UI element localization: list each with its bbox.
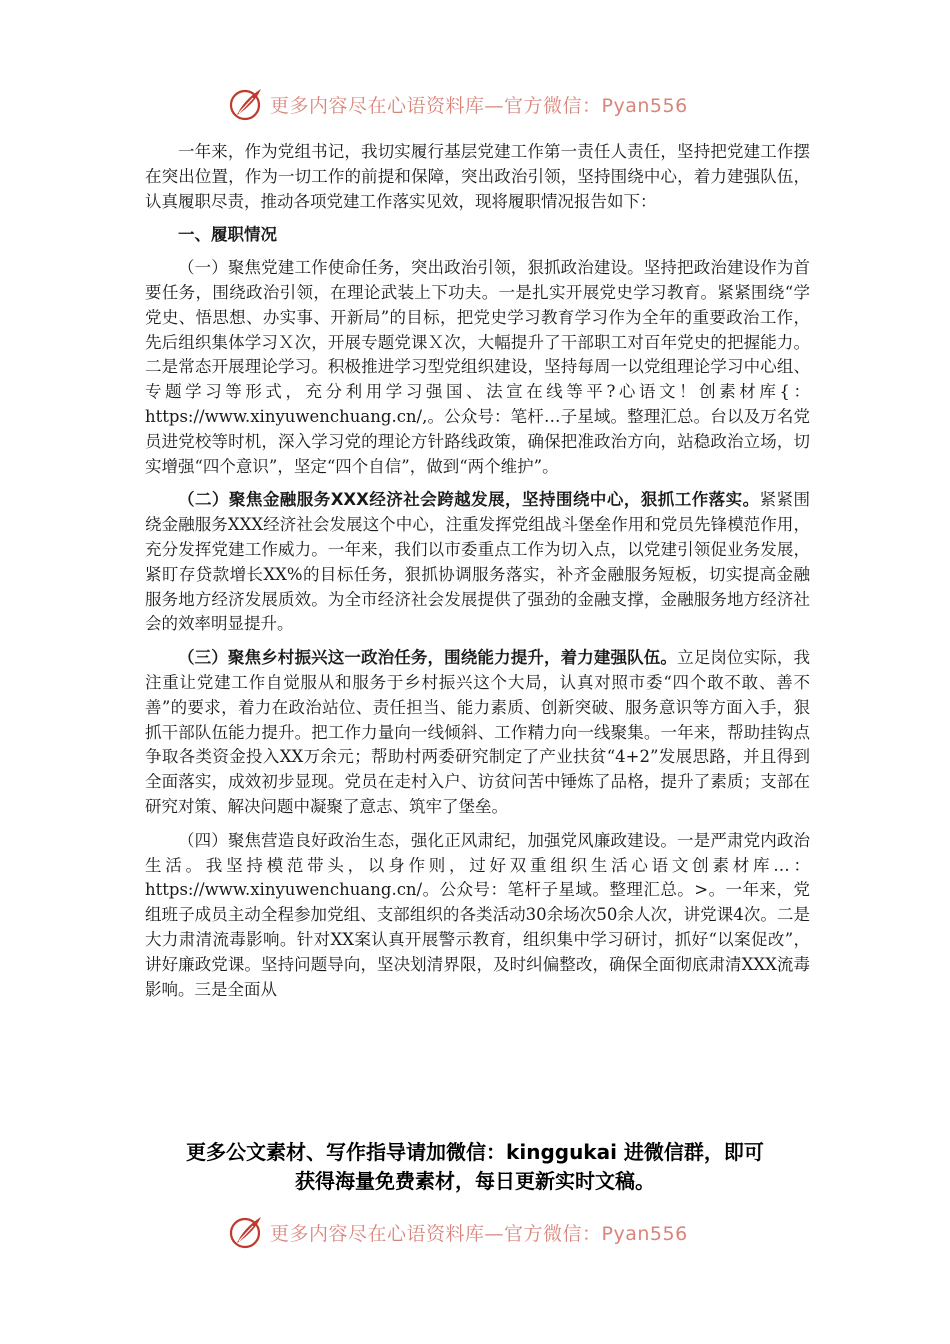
header-banner xyxy=(228,86,748,122)
paragraph-3 xyxy=(145,646,810,820)
paragraph-3-lead: （三）聚焦乡村振兴这一政治任务，围绕能力提升，着力建强队伍。 xyxy=(178,648,678,668)
promo-notice xyxy=(120,1138,830,1196)
section-heading: 一、履职情况 xyxy=(178,225,277,245)
document-body xyxy=(145,140,810,1002)
quill-logo-icon xyxy=(228,86,264,122)
quill-logo-icon xyxy=(228,1214,264,1250)
footer-banner xyxy=(228,1214,748,1250)
promo-line-1: 更多公文素材、写作指导请加微信：kinggukai 进微信群，即可 xyxy=(186,1140,764,1164)
footer-wechat-id: Pyan556 xyxy=(601,1222,688,1245)
paragraph-3-body: 立足岗位实际，我注重让党建工作自觉服从和服务于乡村振兴这个大局，认真对照市委“四个敢不敢、善不善”的要求，着力在政治站位、责任担当、能力素质、创新突破、服务意识等方面入手，狠抓干部队伍能力提升。把工作力量向一线倾斜、工作精力向一线聚集。一年来，帮助挂钩点争取各类资金投入XX万余元；帮助村两委研究制定了产业扶贫“4+2”发展思路，并且得到全面落实，成效初步显现。党员在走村入户、访贫问苦中锤炼了品格，提升了素质；支部在研究对策、解决问题中凝聚了意志、筑牢了堡垒。 xyxy=(145,648,811,816)
footer-banner-text: 更多内容尽在心语资料库—官方微信：Pyan556 xyxy=(270,1222,688,1245)
header-wechat-id: Pyan556 xyxy=(601,94,688,117)
paragraph-4: （四）聚焦营造良好政治生态，强化正风肃纪，加强党风廉政建设。一是严肃党内政治生活。我坚持模范带头，以身作则，过好双重组织生活心语文创素材库…：https://www.xinyuwenchuang.cn/。公众号：笔杆子星域。整理汇总。>。一年来，党组班子成员主动全程参加党组、支部组织的各类活动30余场次50余人次，讲党课4次。二是大力肃清流毒影响。针对XX案认真开展警示教育，组织集中学习研讨，抓好“以案促改”，讲好廉政党课。坚持问题导向，坚决划清界限，及时纠偏整改，确保全面彻底肃清XXX流毒影响。三是全面从 xyxy=(145,830,810,999)
paragraph-1: （一）聚焦党建工作使命任务，突出政治引领，狠抓政治建设。坚持把政治建设作为首要任务，围绕政治引领，在理论武装上下功夫。一是扎实开展党史学习教育。紧紧围绕“学党史、悟思想、办实事、开新局”的目标，把党史学习教育学习作为全年的重要政治工作，先后组织集体学习Ｘ次，开展专题党课Ｘ次，大幅提升了干部职工对百年党史的把握能力。二是常态开展理论学习。积极推进学习型党组织建设，坚持每周一以党组理论学习中心组、专题学习等形式，充分利用学习强国、法宣在线等平?心语文！创素材库{：https://www.xinyuwenchuang.cn/,。公众号：笔杆…子星域。整理汇总。台以及万名党员进党校等时机，深入学习党的理论方针路线政策，确保把准政治方向，站稳政治立场，切实增强“四个意识”，坚定“四个自信”，做到“两个维护”。 xyxy=(145,258,810,476)
paragraph-2-lead: （二）聚焦金融服务XXX经济社会跨越发展，坚持围绕中心，狠抓工作落实。 xyxy=(178,490,760,510)
intro-paragraph: 一年来，作为党组书记，我切实履行基层党建工作第一责任人责任，坚持把党建工作摆在突出位置，作为一切工作的前提和保障，突出政治引领，坚持围绕中心，着力建强队伍，认真履职尽责，推动各项党建工作落实见效，现将履职情况报告如下： xyxy=(145,142,810,211)
header-banner-text: 更多内容尽在心语资料库—官方微信：Pyan556 xyxy=(270,94,688,117)
paragraph-2-body: 紧紧围绕金融服务XXX经济社会发展这个中心，注重发挥党组战斗堡垒作用和党员先锋模范作用，充分发挥党建工作威力。一年来，我们以市委重点工作为切入点，以党建引领促业务发展，紧盯存贷款增长XX%的目标任务，狠抓协调服务落实，补齐金融服务短板，切实提高金融服务地方经济发展质效。为全市经济社会发展提供了强劲的金融支撑，金融服务地方经济社会的效率明显提升。 xyxy=(145,490,810,634)
paragraph-2 xyxy=(145,488,810,637)
promo-line-2: 获得海量免费素材，每日更新实时文稿。 xyxy=(295,1169,655,1193)
